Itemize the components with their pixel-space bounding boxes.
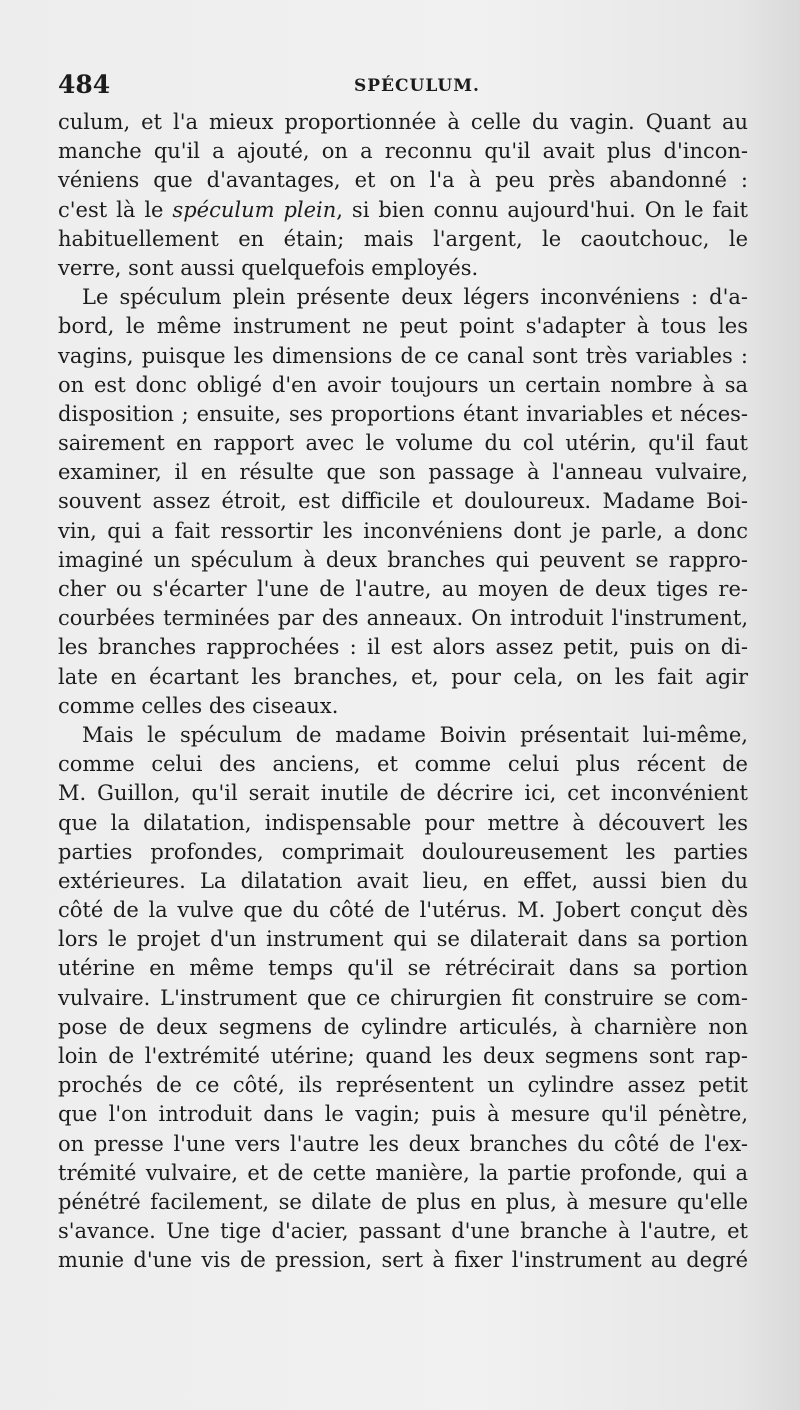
text-line: culum, et l'a mieux proportionnée à celle du vagin. Quant au: [58, 110, 748, 134]
text-line: pénétré facilement, se dilate de plus en plus, à mesure qu'elle: [58, 1189, 748, 1214]
text-line: loin de l'extrémité utérine; quand les deux segmens sont rap-: [58, 1044, 748, 1068]
text-line: disposition ; ensuite, ses proportions étant invariables et néces-: [58, 401, 748, 426]
text-line: trémité vulvaire, et de cette manière, la partie profonde, qui a: [58, 1160, 748, 1185]
text-line: bord, le même instrument ne peut point s'adapter à tous les: [58, 314, 748, 339]
text-line: Le spéculum plein présente deux légers inconvéniens : d'a-: [82, 285, 748, 310]
text-line: sairement en rapport avec le volume du col utérin, qu'il faut: [58, 431, 748, 456]
text-line: vulvaire. L'instrument que ce chirurgien fit construire se com-: [58, 985, 748, 1010]
text-line: vagins, puisque les dimensions de ce canal sont très variables :: [58, 343, 748, 368]
text-line: verre, sont aussi quelquefois employés.: [58, 255, 479, 280]
text-line: véniens que d'avantages, et on l'a à peu près abandonné :: [58, 168, 748, 193]
text-line: pose de deux segmens de cylindre articulés, à charnière non: [58, 1014, 748, 1039]
text-run: c'est là le: [58, 197, 173, 222]
text-line: imaginé un spéculum à deux branches qui peuvent se rappro-: [58, 547, 748, 572]
text-line: habituellement en étain; mais l'argent, le caoutchouc, le: [58, 226, 748, 251]
italic-term: spéculum plein: [172, 197, 337, 222]
text-line: courbées terminées par des anneaux. On introduit l'instrument,: [58, 606, 748, 631]
text-line: parties profondes, comprimait douloureusement les parties: [58, 839, 748, 864]
text-line: on presse l'une vers l'autre les deux branches du côté de l'ex-: [58, 1131, 748, 1156]
text-line: que l'on introduit dans le vagin; puis à mesure qu'il pénètre,: [58, 1102, 748, 1127]
text-line: on est donc obligé d'en avoir toujours un certain nombre à sa: [58, 372, 748, 397]
text-line: cher ou s'écarter l'une de l'autre, au moyen de deux tiges re-: [58, 577, 748, 601]
text-line: comme celles des ciseaux.: [58, 693, 339, 718]
text-line: côté de la vulve que du côté de l'utérus. M. Jobert conçut dès: [58, 898, 748, 923]
text-line: les branches rapprochées : il est alors assez petit, puis on di-: [58, 635, 748, 660]
text-line: Mais le spéculum de madame Boivin présentait lui-même,: [82, 722, 748, 747]
running-head: [58, 70, 748, 106]
text-line: M. Guillon, qu'il serait inutile de décrire ici, cet inconvénient: [58, 781, 748, 806]
text-line: manche qu'il a ajouté, on a reconnu qu'il avait plus d'incon-: [58, 139, 748, 164]
text-line: prochés de ce côté, ils représentent un cylindre assez petit: [58, 1073, 748, 1098]
text-line: comme celui des anciens, et comme celui plus récent de: [58, 752, 748, 777]
text-line: utérine en même temps qu'il se rétrécirait dans sa portion: [58, 956, 748, 981]
page-number: 484: [58, 70, 111, 99]
running-title: SPÉCULUM.: [354, 76, 480, 96]
text-line: examiner, il en résulte que son passage à l'anneau vulvaire,: [58, 460, 748, 485]
text-line: munie d'une vis de pression, sert à fixer l'instrument au degré: [58, 1248, 748, 1273]
text-line: lors le projet d'un instrument qui se dilaterait dans sa portion: [58, 927, 748, 952]
text-line: s'avance. Une tige d'acier, passant d'une branche à l'autre, et: [58, 1219, 748, 1244]
text-line: [58, 196, 748, 225]
body-text: [58, 108, 748, 1276]
text-line: souvent assez étroit, est difficile et douloureux. Madame Boi-: [58, 489, 748, 514]
text-line: extérieures. La dilatation avait lieu, en effet, aussi bien du: [58, 868, 748, 893]
text-line: late en écartant les branches, et, pour cela, on les fait agir: [58, 664, 748, 689]
text-line: que la dilatation, indispensable pour mettre à découvert les: [58, 810, 748, 835]
text-run: , si bien connu aujourd'hui. On le fait: [336, 197, 748, 222]
text-line: vin, qui a fait ressortir les inconvéniens dont je parle, a donc: [58, 518, 748, 543]
